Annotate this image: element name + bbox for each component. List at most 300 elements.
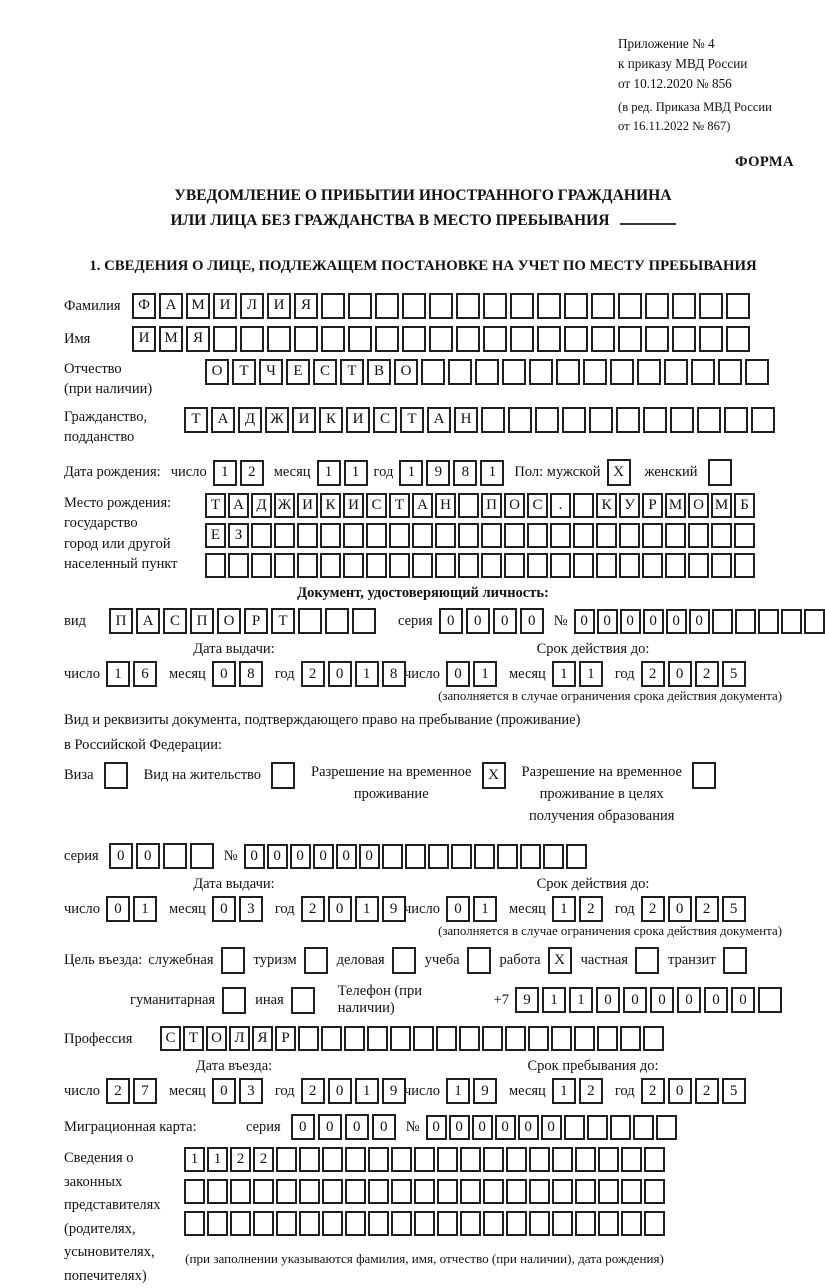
char-cell[interactable] — [321, 1026, 342, 1051]
char-cell[interactable] — [297, 553, 318, 578]
char-cell[interactable]: 0 — [290, 844, 311, 869]
char-cell[interactable] — [670, 407, 694, 433]
char-cell[interactable] — [619, 553, 640, 578]
char-cell[interactable]: 1 — [552, 896, 576, 922]
char-cell[interactable] — [299, 1179, 320, 1204]
char-cell[interactable] — [343, 523, 364, 548]
char-cell[interactable]: 0 — [426, 1115, 447, 1140]
char-cell[interactable] — [267, 326, 291, 352]
char-cell[interactable] — [556, 359, 580, 385]
purpose-humanitarian-checkbox[interactable] — [222, 987, 246, 1014]
char-cell[interactable]: 2 — [579, 1078, 603, 1104]
char-cell[interactable] — [320, 523, 341, 548]
char-cell[interactable]: 0 — [446, 661, 470, 687]
char-cell[interactable]: 1 — [207, 1147, 228, 1172]
char-cell[interactable]: 0 — [668, 661, 692, 687]
char-cell[interactable] — [276, 1179, 297, 1204]
char-cell[interactable] — [610, 1115, 631, 1140]
char-cell[interactable] — [506, 1211, 527, 1236]
char-cell[interactable] — [375, 293, 399, 319]
char-cell[interactable] — [391, 1211, 412, 1236]
char-cell[interactable] — [583, 359, 607, 385]
char-cell[interactable] — [475, 359, 499, 385]
char-cell[interactable] — [535, 407, 559, 433]
char-cell[interactable] — [574, 1026, 595, 1051]
char-cell[interactable] — [598, 1211, 619, 1236]
char-cell[interactable]: 0 — [136, 843, 160, 869]
char-cell[interactable] — [726, 326, 750, 352]
char-cell[interactable] — [621, 1211, 642, 1236]
char-cell[interactable] — [734, 523, 755, 548]
char-cell[interactable]: 1 — [106, 661, 130, 687]
char-cell[interactable] — [298, 608, 322, 634]
char-cell[interactable] — [587, 1115, 608, 1140]
char-cell[interactable] — [321, 326, 345, 352]
char-cell[interactable]: 1 — [355, 896, 379, 922]
char-cell[interactable] — [251, 553, 272, 578]
char-cell[interactable]: 2 — [301, 896, 325, 922]
char-cell[interactable] — [664, 359, 688, 385]
char-cell[interactable]: 0 — [328, 661, 352, 687]
char-cell[interactable] — [637, 359, 661, 385]
char-cell[interactable] — [460, 1179, 481, 1204]
char-cell[interactable]: 0 — [328, 1078, 352, 1104]
char-cell[interactable] — [435, 553, 456, 578]
char-cell[interactable]: 0 — [313, 844, 334, 869]
char-cell[interactable]: 0 — [541, 1115, 562, 1140]
char-cell[interactable] — [644, 1179, 665, 1204]
char-cell[interactable] — [621, 1179, 642, 1204]
char-cell[interactable]: Ж — [274, 493, 295, 518]
char-cell[interactable] — [645, 293, 669, 319]
char-cell[interactable] — [528, 1026, 549, 1051]
char-cell[interactable] — [672, 293, 696, 319]
char-cell[interactable]: О — [394, 359, 418, 385]
char-cell[interactable]: 8 — [239, 661, 263, 687]
char-cell[interactable] — [460, 1147, 481, 1172]
char-cell[interactable]: 0 — [449, 1115, 470, 1140]
char-cell[interactable] — [253, 1179, 274, 1204]
char-cell[interactable]: Р — [244, 608, 268, 634]
char-cell[interactable]: 9 — [473, 1078, 497, 1104]
char-cell[interactable]: 0 — [620, 609, 641, 634]
char-cell[interactable]: 1 — [317, 460, 341, 486]
char-cell[interactable] — [322, 1147, 343, 1172]
char-cell[interactable] — [375, 326, 399, 352]
char-cell[interactable] — [414, 1179, 435, 1204]
char-cell[interactable]: 1 — [133, 896, 157, 922]
char-cell[interactable]: 9 — [426, 460, 450, 486]
char-cell[interactable]: А — [159, 293, 183, 319]
char-cell[interactable] — [412, 553, 433, 578]
char-cell[interactable]: 1 — [473, 896, 497, 922]
char-cell[interactable] — [552, 1147, 573, 1172]
char-cell[interactable] — [506, 1179, 527, 1204]
char-cell[interactable]: О — [205, 359, 229, 385]
char-cell[interactable] — [520, 844, 541, 869]
char-cell[interactable]: З — [228, 523, 249, 548]
char-cell[interactable] — [325, 608, 349, 634]
char-cell[interactable]: Л — [240, 293, 264, 319]
char-cell[interactable] — [573, 493, 594, 518]
char-cell[interactable] — [483, 1211, 504, 1236]
purpose-official-checkbox[interactable] — [221, 947, 245, 974]
char-cell[interactable]: 6 — [133, 661, 157, 687]
char-cell[interactable] — [529, 359, 553, 385]
char-cell[interactable] — [781, 609, 802, 634]
char-cell[interactable] — [344, 1026, 365, 1051]
char-cell[interactable]: 9 — [382, 1078, 406, 1104]
residence-permit-checkbox[interactable] — [271, 762, 295, 789]
char-cell[interactable] — [672, 326, 696, 352]
char-cell[interactable] — [483, 293, 507, 319]
char-cell[interactable] — [510, 293, 534, 319]
char-cell[interactable]: О — [688, 493, 709, 518]
char-cell[interactable]: К — [319, 407, 343, 433]
char-cell[interactable] — [437, 1147, 458, 1172]
char-cell[interactable]: 3 — [239, 896, 263, 922]
char-cell[interactable]: Ч — [259, 359, 283, 385]
char-cell[interactable]: 0 — [689, 609, 710, 634]
char-cell[interactable] — [596, 553, 617, 578]
char-cell[interactable]: 2 — [579, 896, 603, 922]
char-cell[interactable]: 0 — [643, 609, 664, 634]
char-cell[interactable]: 7 — [133, 1078, 157, 1104]
char-cell[interactable]: И — [132, 326, 156, 352]
char-cell[interactable]: Т — [271, 608, 295, 634]
char-cell[interactable]: Т — [389, 493, 410, 518]
char-cell[interactable] — [575, 1211, 596, 1236]
char-cell[interactable] — [711, 523, 732, 548]
char-cell[interactable] — [481, 523, 502, 548]
char-cell[interactable] — [537, 293, 561, 319]
char-cell[interactable] — [298, 1026, 319, 1051]
char-cell[interactable] — [610, 359, 634, 385]
char-cell[interactable]: У — [619, 493, 640, 518]
char-cell[interactable]: Н — [435, 493, 456, 518]
char-cell[interactable]: Н — [454, 407, 478, 433]
char-cell[interactable]: 1 — [399, 460, 423, 486]
char-cell[interactable] — [643, 1026, 664, 1051]
char-cell[interactable]: С — [313, 359, 337, 385]
char-cell[interactable] — [402, 326, 426, 352]
char-cell[interactable] — [389, 553, 410, 578]
char-cell[interactable] — [564, 1115, 585, 1140]
char-cell[interactable] — [552, 1179, 573, 1204]
char-cell[interactable] — [458, 553, 479, 578]
char-cell[interactable]: П — [190, 608, 214, 634]
char-cell[interactable]: Т — [205, 493, 226, 518]
char-cell[interactable] — [428, 844, 449, 869]
char-cell[interactable]: 1 — [446, 1078, 470, 1104]
char-cell[interactable]: 0 — [596, 987, 620, 1013]
char-cell[interactable]: 1 — [355, 1078, 379, 1104]
purpose-work-checkbox[interactable]: X — [548, 947, 572, 974]
char-cell[interactable] — [697, 407, 721, 433]
char-cell[interactable] — [529, 1179, 550, 1204]
char-cell[interactable] — [368, 1179, 389, 1204]
char-cell[interactable] — [621, 1147, 642, 1172]
char-cell[interactable]: Я — [186, 326, 210, 352]
char-cell[interactable] — [616, 407, 640, 433]
char-cell[interactable] — [564, 293, 588, 319]
char-cell[interactable] — [718, 359, 742, 385]
char-cell[interactable] — [368, 1211, 389, 1236]
char-cell[interactable]: 1 — [579, 661, 603, 687]
char-cell[interactable] — [642, 523, 663, 548]
char-cell[interactable]: 0 — [495, 1115, 516, 1140]
char-cell[interactable] — [352, 608, 376, 634]
char-cell[interactable] — [481, 407, 505, 433]
char-cell[interactable] — [390, 1026, 411, 1051]
char-cell[interactable] — [562, 407, 586, 433]
char-cell[interactable] — [633, 1115, 654, 1140]
char-cell[interactable] — [240, 326, 264, 352]
char-cell[interactable] — [274, 553, 295, 578]
char-cell[interactable]: М — [159, 326, 183, 352]
char-cell[interactable]: 0 — [518, 1115, 539, 1140]
char-cell[interactable] — [414, 1147, 435, 1172]
purpose-study-checkbox[interactable] — [467, 947, 491, 974]
char-cell[interactable] — [598, 1179, 619, 1204]
char-cell[interactable] — [481, 553, 502, 578]
char-cell[interactable]: Д — [238, 407, 262, 433]
char-cell[interactable]: 0 — [106, 896, 130, 922]
char-cell[interactable] — [448, 359, 472, 385]
char-cell[interactable]: Е — [286, 359, 310, 385]
char-cell[interactable]: 0 — [677, 987, 701, 1013]
char-cell[interactable] — [297, 523, 318, 548]
char-cell[interactable]: Р — [275, 1026, 296, 1051]
char-cell[interactable]: 2 — [301, 1078, 325, 1104]
char-cell[interactable]: 0 — [704, 987, 728, 1013]
char-cell[interactable] — [758, 987, 782, 1013]
char-cell[interactable] — [367, 1026, 388, 1051]
purpose-other-checkbox[interactable] — [291, 987, 315, 1014]
char-cell[interactable] — [504, 523, 525, 548]
char-cell[interactable] — [751, 407, 775, 433]
char-cell[interactable] — [505, 1026, 526, 1051]
char-cell[interactable]: 1 — [552, 661, 576, 687]
char-cell[interactable]: 0 — [439, 608, 463, 634]
char-cell[interactable] — [322, 1211, 343, 1236]
char-cell[interactable] — [190, 843, 214, 869]
char-cell[interactable] — [591, 326, 615, 352]
char-cell[interactable] — [644, 1147, 665, 1172]
char-cell[interactable] — [276, 1211, 297, 1236]
char-cell[interactable]: И — [267, 293, 291, 319]
char-cell[interactable]: 0 — [623, 987, 647, 1013]
char-cell[interactable]: 0 — [109, 843, 133, 869]
char-cell[interactable] — [402, 293, 426, 319]
char-cell[interactable]: 0 — [446, 896, 470, 922]
char-cell[interactable] — [551, 1026, 572, 1051]
char-cell[interactable] — [421, 359, 445, 385]
char-cell[interactable]: М — [711, 493, 732, 518]
char-cell[interactable]: 0 — [731, 987, 755, 1013]
char-cell[interactable] — [537, 326, 561, 352]
char-cell[interactable] — [184, 1211, 205, 1236]
char-cell[interactable] — [483, 1179, 504, 1204]
char-cell[interactable]: 2 — [106, 1078, 130, 1104]
char-cell[interactable] — [575, 1147, 596, 1172]
char-cell[interactable] — [543, 844, 564, 869]
char-cell[interactable] — [564, 326, 588, 352]
char-cell[interactable] — [184, 1179, 205, 1204]
char-cell[interactable] — [645, 326, 669, 352]
char-cell[interactable]: 0 — [345, 1114, 369, 1140]
char-cell[interactable] — [348, 293, 372, 319]
char-cell[interactable] — [437, 1211, 458, 1236]
char-cell[interactable]: С — [373, 407, 397, 433]
char-cell[interactable] — [405, 844, 426, 869]
sex-female-checkbox[interactable] — [708, 459, 732, 486]
char-cell[interactable] — [163, 843, 187, 869]
char-cell[interactable]: С — [527, 493, 548, 518]
sex-male-checkbox[interactable]: X — [607, 459, 631, 486]
char-cell[interactable]: 0 — [212, 896, 236, 922]
char-cell[interactable] — [228, 553, 249, 578]
char-cell[interactable]: 0 — [212, 661, 236, 687]
char-cell[interactable]: 0 — [574, 609, 595, 634]
char-cell[interactable]: Т — [183, 1026, 204, 1051]
char-cell[interactable] — [345, 1211, 366, 1236]
char-cell[interactable] — [207, 1179, 228, 1204]
char-cell[interactable] — [345, 1179, 366, 1204]
char-cell[interactable] — [460, 1211, 481, 1236]
purpose-tourism-checkbox[interactable] — [304, 947, 328, 974]
char-cell[interactable]: Е — [205, 523, 226, 548]
char-cell[interactable]: А — [211, 407, 235, 433]
char-cell[interactable] — [506, 1147, 527, 1172]
char-cell[interactable]: Л — [229, 1026, 250, 1051]
char-cell[interactable] — [482, 1026, 503, 1051]
char-cell[interactable]: 1 — [213, 460, 237, 486]
char-cell[interactable] — [230, 1179, 251, 1204]
char-cell[interactable] — [436, 1026, 457, 1051]
char-cell[interactable] — [699, 326, 723, 352]
char-cell[interactable] — [619, 523, 640, 548]
char-cell[interactable] — [656, 1115, 677, 1140]
char-cell[interactable]: 2 — [695, 661, 719, 687]
char-cell[interactable]: К — [320, 493, 341, 518]
char-cell[interactable]: 0 — [328, 896, 352, 922]
purpose-business-checkbox[interactable] — [392, 947, 416, 974]
char-cell[interactable]: К — [596, 493, 617, 518]
char-cell[interactable] — [497, 844, 518, 869]
char-cell[interactable]: 0 — [318, 1114, 342, 1140]
char-cell[interactable] — [745, 359, 769, 385]
char-cell[interactable] — [483, 326, 507, 352]
char-cell[interactable]: 8 — [453, 460, 477, 486]
char-cell[interactable]: М — [186, 293, 210, 319]
char-cell[interactable] — [712, 609, 733, 634]
char-cell[interactable]: 0 — [493, 608, 517, 634]
char-cell[interactable] — [322, 1179, 343, 1204]
char-cell[interactable] — [589, 407, 613, 433]
char-cell[interactable] — [391, 1147, 412, 1172]
char-cell[interactable]: 0 — [336, 844, 357, 869]
char-cell[interactable]: 5 — [722, 661, 746, 687]
char-cell[interactable] — [207, 1211, 228, 1236]
char-cell[interactable] — [566, 844, 587, 869]
char-cell[interactable]: О — [206, 1026, 227, 1051]
char-cell[interactable] — [230, 1211, 251, 1236]
char-cell[interactable] — [688, 523, 709, 548]
char-cell[interactable]: Я — [294, 293, 318, 319]
char-cell[interactable] — [366, 553, 387, 578]
char-cell[interactable] — [412, 523, 433, 548]
char-cell[interactable]: 0 — [668, 896, 692, 922]
char-cell[interactable]: 2 — [641, 896, 665, 922]
char-cell[interactable]: Я — [252, 1026, 273, 1051]
char-cell[interactable] — [618, 326, 642, 352]
char-cell[interactable] — [529, 1211, 550, 1236]
char-cell[interactable] — [726, 293, 750, 319]
char-cell[interactable] — [429, 293, 453, 319]
char-cell[interactable] — [711, 553, 732, 578]
char-cell[interactable] — [274, 523, 295, 548]
char-cell[interactable]: 1 — [344, 460, 368, 486]
edu-permit-checkbox[interactable] — [692, 762, 716, 789]
char-cell[interactable] — [213, 326, 237, 352]
char-cell[interactable] — [474, 844, 495, 869]
char-cell[interactable] — [299, 1147, 320, 1172]
char-cell[interactable] — [456, 293, 480, 319]
char-cell[interactable]: 0 — [466, 608, 490, 634]
char-cell[interactable] — [366, 523, 387, 548]
char-cell[interactable]: Т — [184, 407, 208, 433]
char-cell[interactable]: И — [292, 407, 316, 433]
char-cell[interactable] — [508, 407, 532, 433]
purpose-transit-checkbox[interactable] — [723, 947, 747, 974]
char-cell[interactable]: О — [217, 608, 241, 634]
char-cell[interactable] — [299, 1211, 320, 1236]
char-cell[interactable]: 1 — [569, 987, 593, 1013]
purpose-private-checkbox[interactable] — [635, 947, 659, 974]
char-cell[interactable]: С — [163, 608, 187, 634]
char-cell[interactable] — [429, 326, 453, 352]
char-cell[interactable] — [665, 553, 686, 578]
char-cell[interactable] — [527, 523, 548, 548]
char-cell[interactable]: 1 — [184, 1147, 205, 1172]
char-cell[interactable]: С — [366, 493, 387, 518]
char-cell[interactable] — [688, 553, 709, 578]
char-cell[interactable]: 2 — [230, 1147, 251, 1172]
char-cell[interactable] — [596, 523, 617, 548]
char-cell[interactable]: 9 — [382, 896, 406, 922]
char-cell[interactable]: 0 — [359, 844, 380, 869]
char-cell[interactable] — [382, 844, 403, 869]
char-cell[interactable]: 0 — [244, 844, 265, 869]
char-cell[interactable]: П — [109, 608, 133, 634]
char-cell[interactable]: Т — [400, 407, 424, 433]
char-cell[interactable] — [343, 553, 364, 578]
char-cell[interactable]: 8 — [382, 661, 406, 687]
char-cell[interactable] — [643, 407, 667, 433]
char-cell[interactable] — [691, 359, 715, 385]
char-cell[interactable] — [321, 293, 345, 319]
char-cell[interactable] — [413, 1026, 434, 1051]
char-cell[interactable] — [253, 1211, 274, 1236]
char-cell[interactable]: М — [665, 493, 686, 518]
char-cell[interactable] — [391, 1179, 412, 1204]
char-cell[interactable]: 2 — [641, 661, 665, 687]
char-cell[interactable]: А — [427, 407, 451, 433]
char-cell[interactable]: 1 — [480, 460, 504, 486]
char-cell[interactable] — [348, 326, 372, 352]
char-cell[interactable] — [573, 523, 594, 548]
